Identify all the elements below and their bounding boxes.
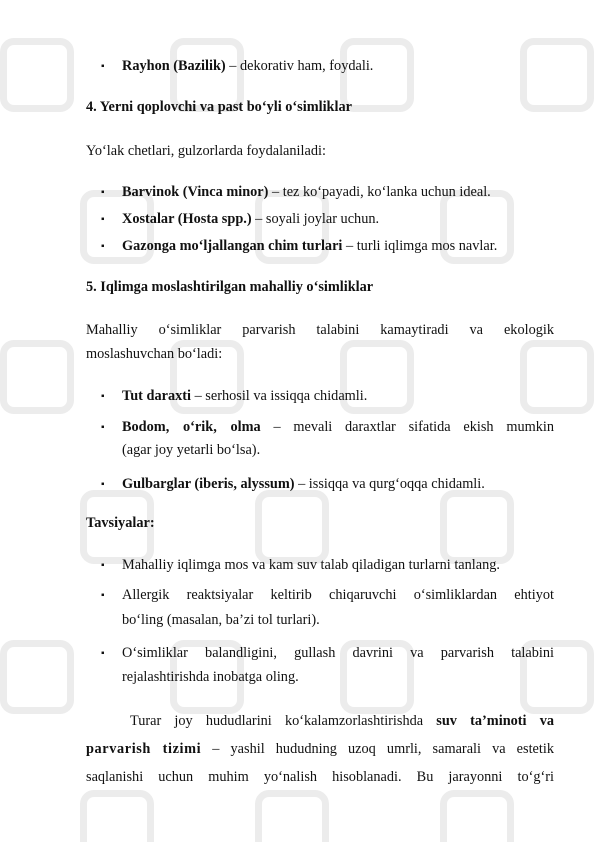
list-item: Gulbarglar (iberis, alyssum) – issiqqa va qurg‘oqqa chidamli. (122, 476, 485, 492)
bullet-icon: ▪ (101, 648, 105, 659)
paragraph: Yo‘lak chetlari, gulzorlarda foydalaniladi: (86, 143, 326, 159)
bullet-icon: ▪ (101, 590, 105, 601)
section-heading: 4. Yerni qoplovchi va past bo‘yli o‘simliklar (86, 99, 352, 115)
bullet-icon: ▪ (101, 422, 105, 433)
section-heading: Tavsiyalar: (86, 515, 155, 531)
list-item: Allergik reaktsiyalar keltirib chiqaruvchi o‘simliklardan ehtiyot (122, 587, 554, 603)
bullet-icon: ▪ (101, 214, 105, 225)
bullet-icon: ▪ (101, 560, 105, 571)
bullet-icon: ▪ (101, 61, 105, 72)
list-item: Bodom, o‘rik, olma – mevali daraxtlar sifatida ekish mumkin (122, 419, 554, 435)
list-item: O‘simliklar balandligini, gullash davrini va parvarish talabini (122, 645, 554, 661)
bullet-icon: ▪ (101, 479, 105, 490)
list-item: Rayhon (Bazilik) – dekorativ ham, foydali. (122, 58, 374, 74)
list-item: Barvinok (Vinca minor) – tez ko‘payadi, ko‘lanka uchun ideal. (122, 184, 491, 200)
list-item: Gazonga mo‘ljallangan chim turlari – turli iqlimga mos navlar. (122, 238, 498, 254)
list-item: Xostalar (Hosta spp.) – soyali joylar uchun. (122, 211, 380, 227)
paragraph: Turar joy hududlarini ko‘kalamzorlashtirishda suv ta’minoti va (130, 713, 554, 729)
paragraph: parvarish tizimi – yashil hududning uzoq umrli, samarali va estetik (86, 741, 554, 757)
list-item-continuation: rejalashtirishda inobatga oling. (122, 669, 299, 685)
paragraph: Mahalliy o‘simliklar parvarish talabini kamaytiradi va ekologik (86, 322, 554, 338)
bullet-icon: ▪ (101, 241, 105, 252)
bullet-icon: ▪ (101, 391, 105, 402)
list-item: Tut daraxti – serhosil va issiqqa chidamli. (122, 388, 368, 404)
section-heading: 5. Iqlimga moslashtirilgan mahalliy o‘simliklar (86, 279, 374, 295)
list-item-continuation: (agar joy yetarli bo‘lsa). (122, 442, 261, 458)
bullet-icon: ▪ (101, 187, 105, 198)
list-item: Mahalliy iqlimga mos va kam suv talab qiladigan turlarni tanlang. (122, 557, 500, 573)
paragraph: saqlanishi uchun muhim yo‘nalish hisoblanadi. Bu jarayonni to‘g‘ri (86, 769, 554, 785)
paragraph: moslashuvchan bo‘ladi: (86, 346, 223, 362)
list-item-continuation: bo‘ling (masalan, ba’zi tol turlari). (122, 612, 320, 628)
